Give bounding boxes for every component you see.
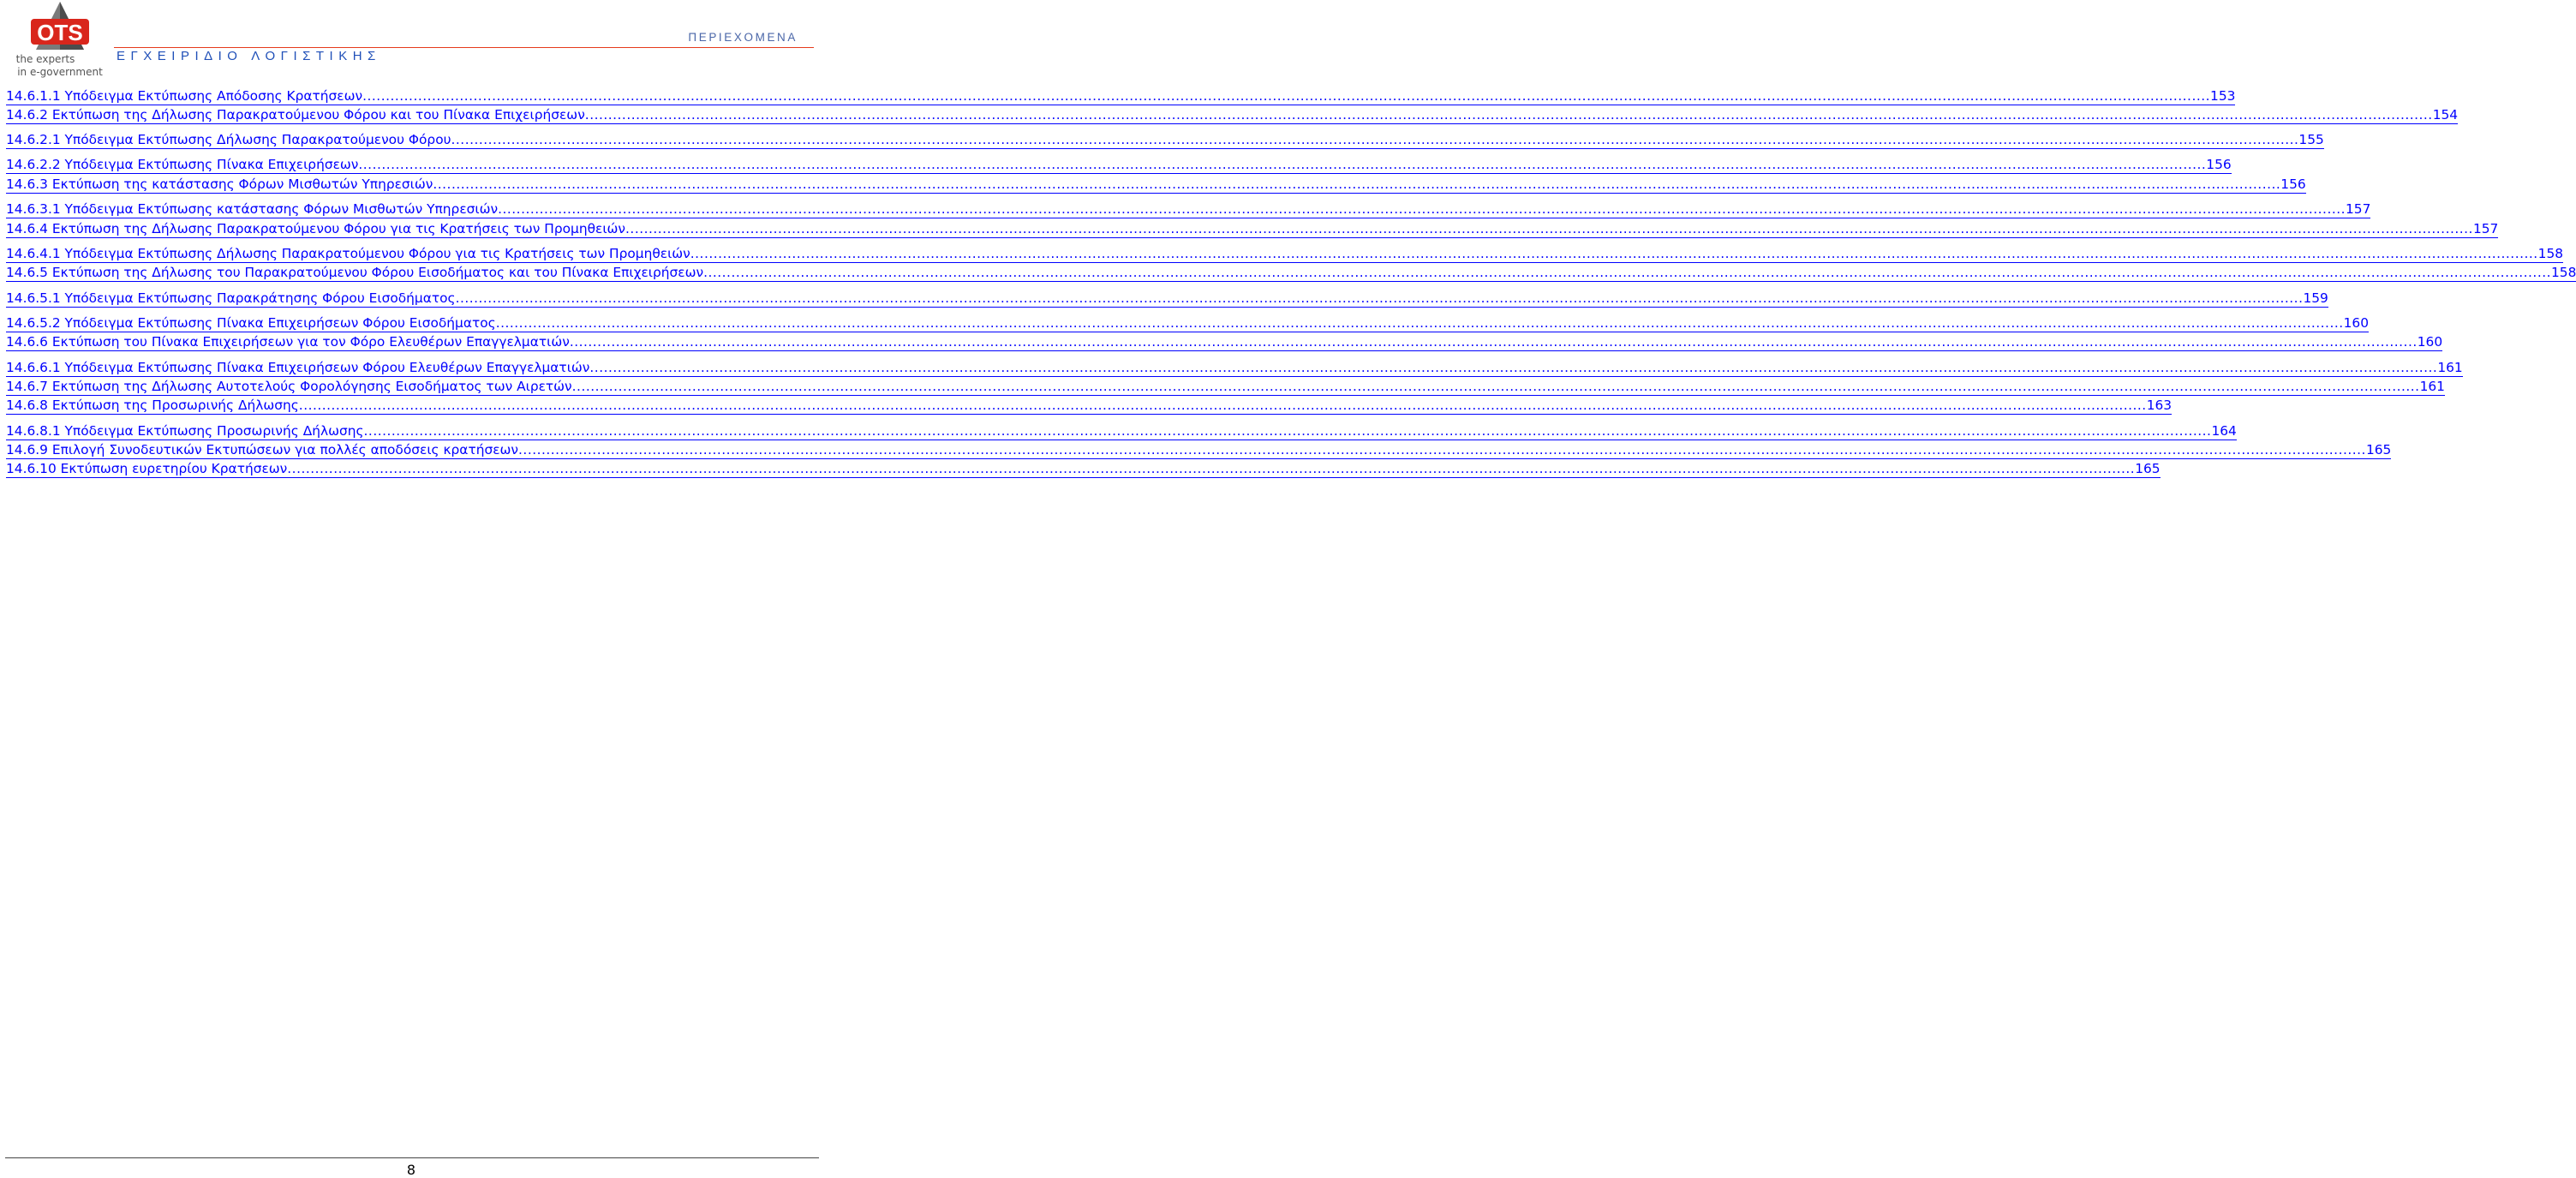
ots-logo-graphic	[5, 0, 115, 79]
toc-entry-title: 14.6.8 Εκτύπωση της Προσωρινής Δήλωσης	[6, 398, 299, 413]
toc-entry-page: 159	[2303, 290, 2328, 306]
toc-entry-page: 165	[2135, 461, 2161, 476]
toc-entry-page: 153	[2210, 88, 2236, 104]
toc-entry-page: 155	[2298, 132, 2324, 147]
toc-entry[interactable]	[6, 377, 2445, 396]
toc-entry-page: 161	[2437, 360, 2463, 375]
toc-dot-leader: ................................................................................................................................................................................................................................................................................................................................................................................................................	[571, 379, 2420, 394]
toc-entry-title: 14.6.1.1 Υπόδειγμα Εκτύπωσης Απόδοσης Κρατήσεων	[6, 88, 363, 104]
toc-entry[interactable]	[6, 105, 2459, 124]
toc-dot-leader: ................................................................................................................................................................................................................................................................................................................................................................................................................	[287, 461, 2136, 476]
toc-entry-title: 14.6.8.1 Υπόδειγμα Εκτύπωσης Προσωρινής Δήλωσης	[6, 423, 364, 439]
toc-entry[interactable]	[6, 440, 2392, 459]
toc-dot-leader: ................................................................................................................................................................................................................................................................................................................................................................................................................	[358, 157, 2207, 172]
toc-dot-leader: ................................................................................................................................................................................................................................................................................................................................................................................................................	[433, 176, 2281, 192]
toc-dot-leader: ................................................................................................................................................................................................................................................................................................................................................................................................................	[569, 334, 2418, 350]
toc-entry[interactable]	[6, 244, 2564, 263]
toc-dot-leader: ................................................................................................................................................................................................................................................................................................................................................................................................................	[584, 107, 2433, 123]
toc-entry[interactable]	[6, 358, 2463, 377]
toc-dot-leader: ................................................................................................................................................................................................................................................................................................................................................................................................................	[495, 315, 2344, 331]
toc-entry[interactable]	[6, 87, 2236, 105]
toc-dot-leader: ................................................................................................................................................................................................................................................................................................................................................................................................................	[518, 442, 2366, 457]
toc-dot-leader: ................................................................................................................................................................................................................................................................................................................................................................................................................	[363, 423, 2212, 439]
toc-dot-leader: ................................................................................................................................................................................................................................................................................................................................................................................................................	[451, 132, 2299, 147]
toc-entry-page: 158	[2537, 246, 2564, 261]
toc-entry[interactable]	[6, 219, 2499, 238]
toc-entry-title: 14.6.6.1 Υπόδειγμα Εκτύπωσης Πίνακα Επιχειρήσεων Φόρου Ελευθέρων Επαγγελματιών	[6, 360, 590, 375]
toc-entry-page: 165	[2365, 442, 2392, 457]
toc-entry-page: 157	[2346, 201, 2371, 217]
manual-title: ΕΓΧΕΙΡΙΔΙΟ ΛΟΓΙΣΤΙΚΗΣ	[117, 49, 381, 63]
header-rule	[114, 47, 814, 48]
toc-entry-page: 158	[2551, 265, 2576, 280]
toc-entry-page: 156	[2280, 176, 2306, 192]
toc-entry[interactable]	[6, 396, 2173, 415]
toc-dot-leader: ................................................................................................................................................................................................................................................................................................................................................................................................................	[455, 290, 2304, 306]
toc-entry-page: 161	[2419, 379, 2445, 394]
toc-entry-title: 14.6.5.1 Υπόδειγμα Εκτύπωσης Παρακράτησης Φόρου Εισοδήματος	[6, 290, 456, 306]
toc-entry-page: 164	[2211, 423, 2237, 439]
toc-entry-title: 14.6.4 Εκτύπωση της Δήλωσης Παρακρατούμενου Φόρου για τις Κρατήσεις των Προμηθειών	[6, 221, 626, 236]
toc-dot-leader: ................................................................................................................................................................................................................................................................................................................................................................................................................	[690, 246, 2538, 261]
toc-entry[interactable]	[6, 422, 2237, 440]
toc-entry[interactable]	[6, 289, 2328, 308]
toc-entry-page: 163	[2146, 398, 2173, 413]
toc-entry[interactable]	[6, 263, 2576, 282]
toc-entry-title: 14.6.7 Εκτύπωση της Δήλωσης Αυτοτελούς Φορολόγησης Εισοδήματος των Αιρετών	[6, 379, 572, 394]
toc-entry-title: 14.6.3 Εκτύπωση της κατάστασης Φόρων Μισθωτών Υπηρεσιών	[6, 176, 433, 192]
toc-entry-title: 14.6.4.1 Υπόδειγμα Εκτύπωσης Δήλωσης Παρακρατούμενου Φόρου για τις Κρατήσεις των Προμηθειών	[6, 246, 690, 261]
toc-entry-title: 14.6.5.2 Υπόδειγμα Εκτύπωσης Πίνακα Επιχειρήσεων Φόρου Εισοδήματος	[6, 315, 496, 331]
toc-entry[interactable]	[6, 332, 2443, 351]
section-label: ΠΕΡΙΕΧΟΜΕΝΑ	[688, 31, 798, 44]
toc-entry-title: 14.6.3.1 Υπόδειγμα Εκτύπωσης κατάστασης Φόρων Μισθωτών Υπηρεσιών	[6, 201, 499, 217]
logo-tagline-1: the experts	[15, 53, 75, 65]
page-number: 8	[406, 1162, 416, 1178]
toc-entry[interactable]	[6, 459, 2161, 478]
toc-entry[interactable]	[6, 200, 2371, 218]
toc-entry-title: 14.6.2.2 Υπόδειγμα Εκτύπωσης Πίνακα Επιχειρήσεων	[6, 157, 359, 172]
toc-dot-leader: ................................................................................................................................................................................................................................................................................................................................................................................................................	[589, 360, 2438, 375]
toc-entry-title: 14.6.9 Επιλογή Συνοδευτικών Εκτυπώσεων για πολλές αποδόσεις κρατήσεων	[6, 442, 519, 457]
toc-dot-leader: ................................................................................................................................................................................................................................................................................................................................................................................................................	[703, 265, 2551, 280]
toc-entry[interactable]	[6, 175, 2306, 194]
toc-entry-title: 14.6.10 Εκτύπωση ευρετηρίου Κρατήσεων	[6, 461, 288, 476]
toc-entry-page: 157	[2472, 221, 2499, 236]
toc-entry-page: 160	[2343, 315, 2370, 331]
toc-entry[interactable]	[6, 130, 2324, 149]
footer-rule	[5, 1157, 819, 1158]
toc-entry-page: 154	[2432, 107, 2459, 123]
toc-dot-leader: ................................................................................................................................................................................................................................................................................................................................................................................................................	[498, 201, 2346, 217]
toc-entry-title: 14.6.2.1 Υπόδειγμα Εκτύπωσης Δήλωσης Παρακρατούμενου Φόρου	[6, 132, 451, 147]
ots-logo	[5, 0, 115, 79]
toc-entry-page: 160	[2417, 334, 2443, 350]
toc-entry-title: 14.6.2 Εκτύπωση της Δήλωσης Παρακρατούμενου Φόρου και του Πίνακα Επιχειρήσεων	[6, 107, 585, 123]
logo-tagline-2: in e-government	[17, 66, 103, 78]
toc-entry-page: 156	[2206, 157, 2232, 172]
toc-entry-title: 14.6.5 Εκτύπωση της Δήλωσης του Παρακρατούμενου Φόρου Εισοδήματος και του Πίνακα Επιχειρήσεων	[6, 265, 704, 280]
toc-entry-title: 14.6.6 Εκτύπωση του Πίνακα Επιχειρήσεων για τον Φόρο Ελευθέρων Επαγγελματιών	[6, 334, 570, 350]
logo-wordmark: OTS	[37, 20, 83, 45]
toc-dot-leader: ................................................................................................................................................................................................................................................................................................................................................................................................................	[298, 398, 2147, 413]
toc-entry[interactable]	[6, 314, 2370, 332]
toc-dot-leader: ................................................................................................................................................................................................................................................................................................................................................................................................................	[625, 221, 2473, 236]
toc-entry[interactable]	[6, 155, 2232, 174]
toc-dot-leader: ................................................................................................................................................................................................................................................................................................................................................................................................................	[362, 88, 2211, 104]
